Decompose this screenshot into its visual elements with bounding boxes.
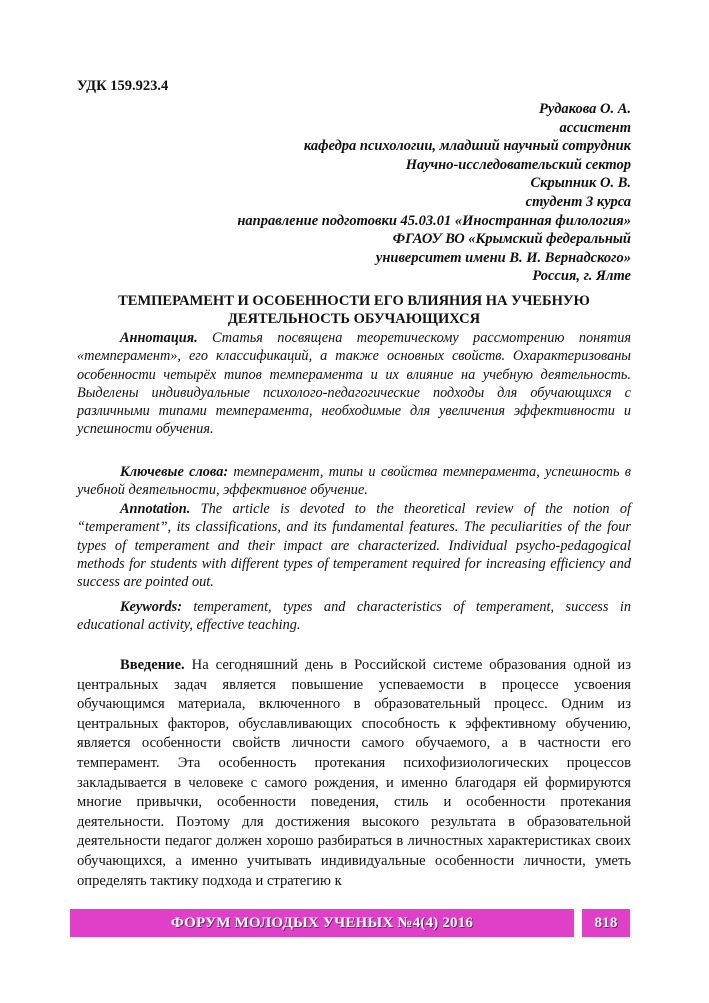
- title-line-2: ДЕЯТЕЛЬНОСТЬ ОБУЧАЮЩИХСЯ: [227, 311, 481, 327]
- abstract-en: [77, 500, 631, 591]
- author-line: Научно-исследовательский сектор: [405, 156, 631, 173]
- author-line: Скрыпник О. В.: [530, 175, 631, 192]
- page-number: 818: [594, 914, 618, 931]
- introduction: [77, 656, 631, 891]
- abstract-en-label: Annotation.: [120, 501, 191, 517]
- keywords-en-label: Keywords:: [120, 599, 182, 615]
- title-line-1: ТЕМПЕРАМЕНТ И ОСОБЕННОСТИ ЕГО ВЛИЯНИЯ НА УЧЕБНУЮ: [118, 293, 590, 309]
- keywords-ru-text: темперамент, типы и свойства темперамента, успешность в учебной деятельности, эффективное обучение.: [77, 464, 631, 499]
- author-line: Россия, г. Ялте: [532, 268, 631, 285]
- keywords-en: [77, 598, 631, 635]
- author-line: Рудакова О. А.: [538, 101, 631, 117]
- abstract-ru: [77, 329, 631, 439]
- journal-footer: [70, 909, 624, 937]
- author-line: кафедра психологии, младший научный сотрудник: [303, 138, 631, 155]
- author-line: университет имени В. И. Вернадского»: [375, 249, 631, 266]
- author-line: направление подготовки 45.03.01 «Иностранная филология»: [237, 212, 631, 229]
- author-line: студент 3 курса: [525, 193, 631, 210]
- abstract-ru-text: Статья посвящена теоретическому рассмотрению понятия «темперамент», его классификаций, а также основных свойств. Охарактеризованы особенности четырёх типов темперамента и их влияние на учебную деятельность. Выделены индивидуальные психолого-педагогические подходы для обучающихся с различными типами темперамента, необходимые для увеличения эффективности и успешности обучения.: [77, 330, 631, 438]
- author-block: [77, 100, 631, 286]
- udk-code: УДК 159.923.4: [77, 78, 169, 94]
- author-line: ассистент: [559, 119, 631, 136]
- keywords-ru: [77, 463, 631, 500]
- abstract-en-text: The article is devoted to the theoretical review of the notion of “temperament”, its classifications, and its fundamental features. The peculiarities of the four types of temperament and their impact are characterized. Individual psycho-pedagogical methods for students with different types of temperament required for increasing efficiency and success are pointed out.: [77, 501, 631, 591]
- author-line: ФГАОУ ВО «Крымский федеральный: [392, 231, 631, 248]
- keywords-en-text: temperament, types and characteristics of temperament, success in educational activity, effective teaching.: [77, 599, 631, 634]
- keywords-ru-label: Ключевые слова:: [120, 464, 229, 480]
- footer-page-box: [582, 909, 630, 937]
- journal-name: ФОРУМ МОЛОДЫХ УЧЕНЫХ №4(4) 2016: [170, 914, 474, 931]
- intro-label: Введение.: [120, 657, 185, 673]
- abstract-ru-label: Аннотация.: [120, 330, 198, 346]
- article-title: [77, 292, 631, 328]
- intro-text: На сегодняшний день в Российской системе образования одной из центральных задач является повышение успеваемости в процессе усвоения обучающимся материала, включенного в образовательный процесс. Одним из центральных факторов, обуславливающих способность к эффективному обучению, является особенности свойств личности самого обучаемого, а в частности его темперамент. Эта особенность протекания психофизиологических процессов закладывается в человеке с самого рождения, и именно благодаря ей формируются многие привычки, особенности поведения, стиль и особенности протекания деятельности. Поэтому для достижения высокого результата в образовательной деятельности педагог должен хорошо разбираться в личностных характеристиках своих обучающихся, а именно учитывать индивидуальные особенности личности, уметь определять тактику подхода и стратегию к: [77, 657, 631, 889]
- footer-journal-bar: [70, 909, 574, 937]
